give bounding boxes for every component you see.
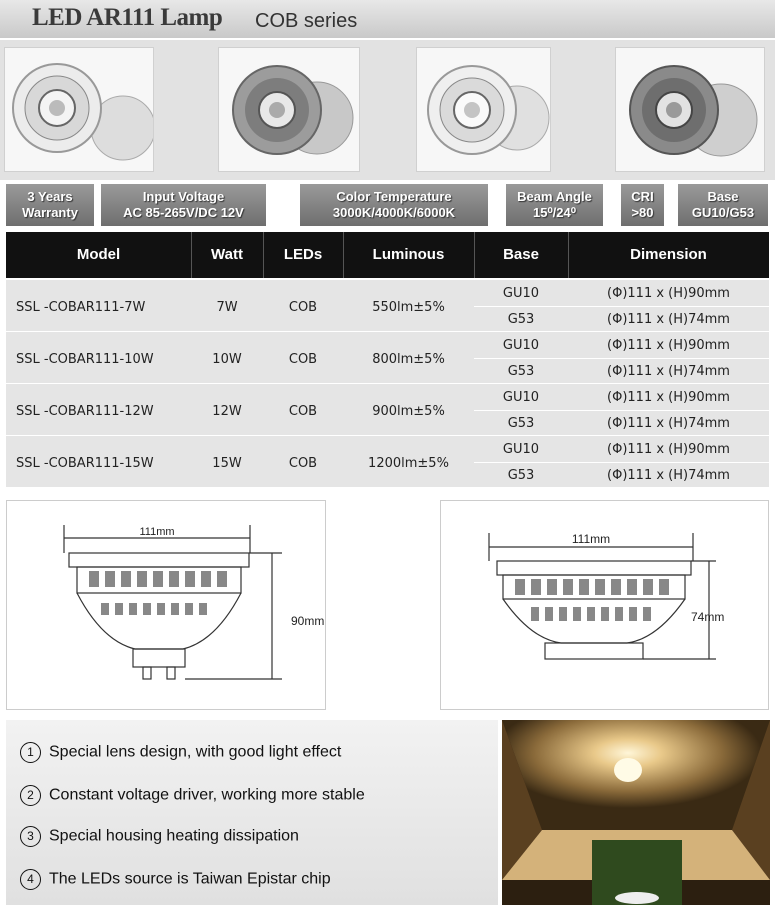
cell-watt: 15W: [212, 456, 242, 471]
cell-base: G53: [507, 416, 535, 431]
cell-base: GU10: [502, 390, 540, 405]
cell-leds: COB: [288, 300, 318, 315]
feature-text: Special housing heating dissipation: [49, 827, 299, 845]
ceiling-light-scene-icon: [502, 720, 770, 905]
cell-dimension: (Φ)111 x (H)90mm: [607, 442, 730, 457]
diagram-width-label: 111mm: [139, 526, 175, 538]
col-luminous: Luminous: [372, 246, 445, 263]
spec-cri: [621, 184, 664, 226]
spec-table-header: [6, 232, 769, 278]
lamp-gu10-outline-icon: [7, 501, 325, 709]
list-item: [20, 826, 299, 847]
spec-cri-label: CRI: [631, 189, 654, 204]
feature-number: 1: [20, 742, 41, 763]
cell-dimension: (Φ)111 x (H)90mm: [607, 286, 730, 301]
col-leds: LEDs: [283, 246, 323, 263]
page-title: LED AR111 Lamp: [32, 4, 223, 31]
cell-base: GU10: [502, 338, 540, 353]
table-row: [6, 280, 769, 332]
diagram-width-label: 111mm: [571, 532, 611, 546]
installation-photo: [502, 720, 770, 905]
diagram-height-label: 90mm: [291, 614, 325, 628]
cell-leds: COB: [288, 456, 318, 471]
diagram-height-label: 74mm: [691, 610, 725, 624]
spec-beam-angle: [506, 184, 603, 226]
spec-base-label: Base: [707, 189, 739, 204]
dimension-diagram-gu10: [6, 500, 326, 710]
cell-watt: 10W: [212, 352, 242, 367]
spec-cri-value: >80: [631, 205, 654, 220]
feature-text: Special lens design, with good light effect: [49, 743, 342, 761]
cell-model: SSL -COBAR111-10W: [16, 352, 154, 367]
feature-number: 3: [20, 826, 41, 847]
product-photo-strip: [0, 40, 775, 180]
dimension-diagram-g53: [440, 500, 769, 710]
product-photo-4: [615, 47, 765, 172]
list-item: [20, 869, 331, 890]
cell-leds: COB: [288, 352, 318, 367]
spec-base: [678, 184, 768, 226]
spec-beam-angle-label: Beam Angle: [517, 189, 592, 204]
cell-dimension: (Φ)111 x (H)74mm: [607, 364, 730, 379]
list-item: [20, 785, 365, 806]
col-watt: Watt: [211, 246, 243, 263]
feature-list: [6, 720, 498, 905]
col-model: Model: [76, 246, 121, 263]
feature-number: 2: [20, 785, 41, 806]
cell-watt: 7W: [216, 300, 238, 315]
product-photo-3: [416, 47, 551, 172]
page-header: [0, 0, 775, 38]
cell-base: G53: [507, 312, 535, 327]
cell-watt: 12W: [212, 404, 242, 419]
feature-number: 4: [20, 869, 41, 890]
table-row: [6, 436, 769, 488]
col-base: Base: [503, 246, 539, 263]
lamp-g53-white-icon: [417, 48, 550, 171]
feature-text: Constant voltage driver, working more stable: [49, 786, 365, 804]
list-item: [20, 742, 341, 763]
cell-model: SSL -COBAR111-12W: [16, 404, 154, 419]
lamp-gray-icon: [219, 48, 359, 171]
cell-base: GU10: [502, 442, 540, 457]
col-dimension: Dimension: [630, 246, 707, 263]
cell-base: GU10: [502, 286, 540, 301]
spec-input-voltage-value: AC 85-265V/DC 12V: [123, 205, 244, 220]
spec-warranty-value: Warranty: [22, 205, 78, 220]
cell-base: G53: [507, 468, 535, 483]
cell-model: SSL -COBAR111-7W: [16, 300, 146, 315]
spec-table-body: [6, 280, 769, 488]
spec-warranty-label: 3 Years: [27, 189, 73, 204]
spec-base-value: GU10/G53: [691, 205, 755, 220]
page-subtitle: COB series: [255, 10, 358, 32]
table-row: [6, 332, 769, 384]
cell-model: SSL -COBAR111-15W: [16, 456, 154, 471]
table-row: [6, 384, 769, 436]
lamp-gu10-white-icon: [5, 48, 153, 171]
cell-leds: COB: [288, 404, 318, 419]
cell-luminous: 1200lm±5%: [368, 456, 449, 471]
spec-beam-angle-value: 15⁰/24⁰: [533, 205, 576, 220]
spec-color-temperature-label: Color Temperature: [336, 189, 452, 204]
lamp-g53-outline-icon: [441, 501, 768, 709]
spec-input-voltage-label: Input Voltage: [142, 189, 225, 204]
product-photo-2: [218, 47, 360, 172]
cell-dimension: (Φ)111 x (H)90mm: [607, 390, 730, 405]
spec-color-temperature: [300, 184, 488, 226]
cell-luminous: 900lm±5%: [372, 404, 445, 419]
cell-dimension: (Φ)111 x (H)90mm: [607, 338, 730, 353]
feature-text: The LEDs source is Taiwan Epistar chip: [49, 870, 331, 888]
cell-dimension: (Φ)111 x (H)74mm: [607, 416, 730, 431]
product-photo-1: [4, 47, 154, 172]
spec-input-voltage: [101, 184, 266, 226]
cell-base: G53: [507, 364, 535, 379]
spec-warranty: [6, 184, 94, 226]
cell-luminous: 800lm±5%: [372, 352, 445, 367]
lamp-dark-icon: [616, 48, 764, 171]
cell-dimension: (Φ)111 x (H)74mm: [607, 312, 730, 327]
cell-luminous: 550lm±5%: [372, 300, 445, 315]
spec-color-temperature-value: 3000K/4000K/6000K: [332, 205, 456, 220]
cell-dimension: (Φ)111 x (H)74mm: [607, 468, 730, 483]
